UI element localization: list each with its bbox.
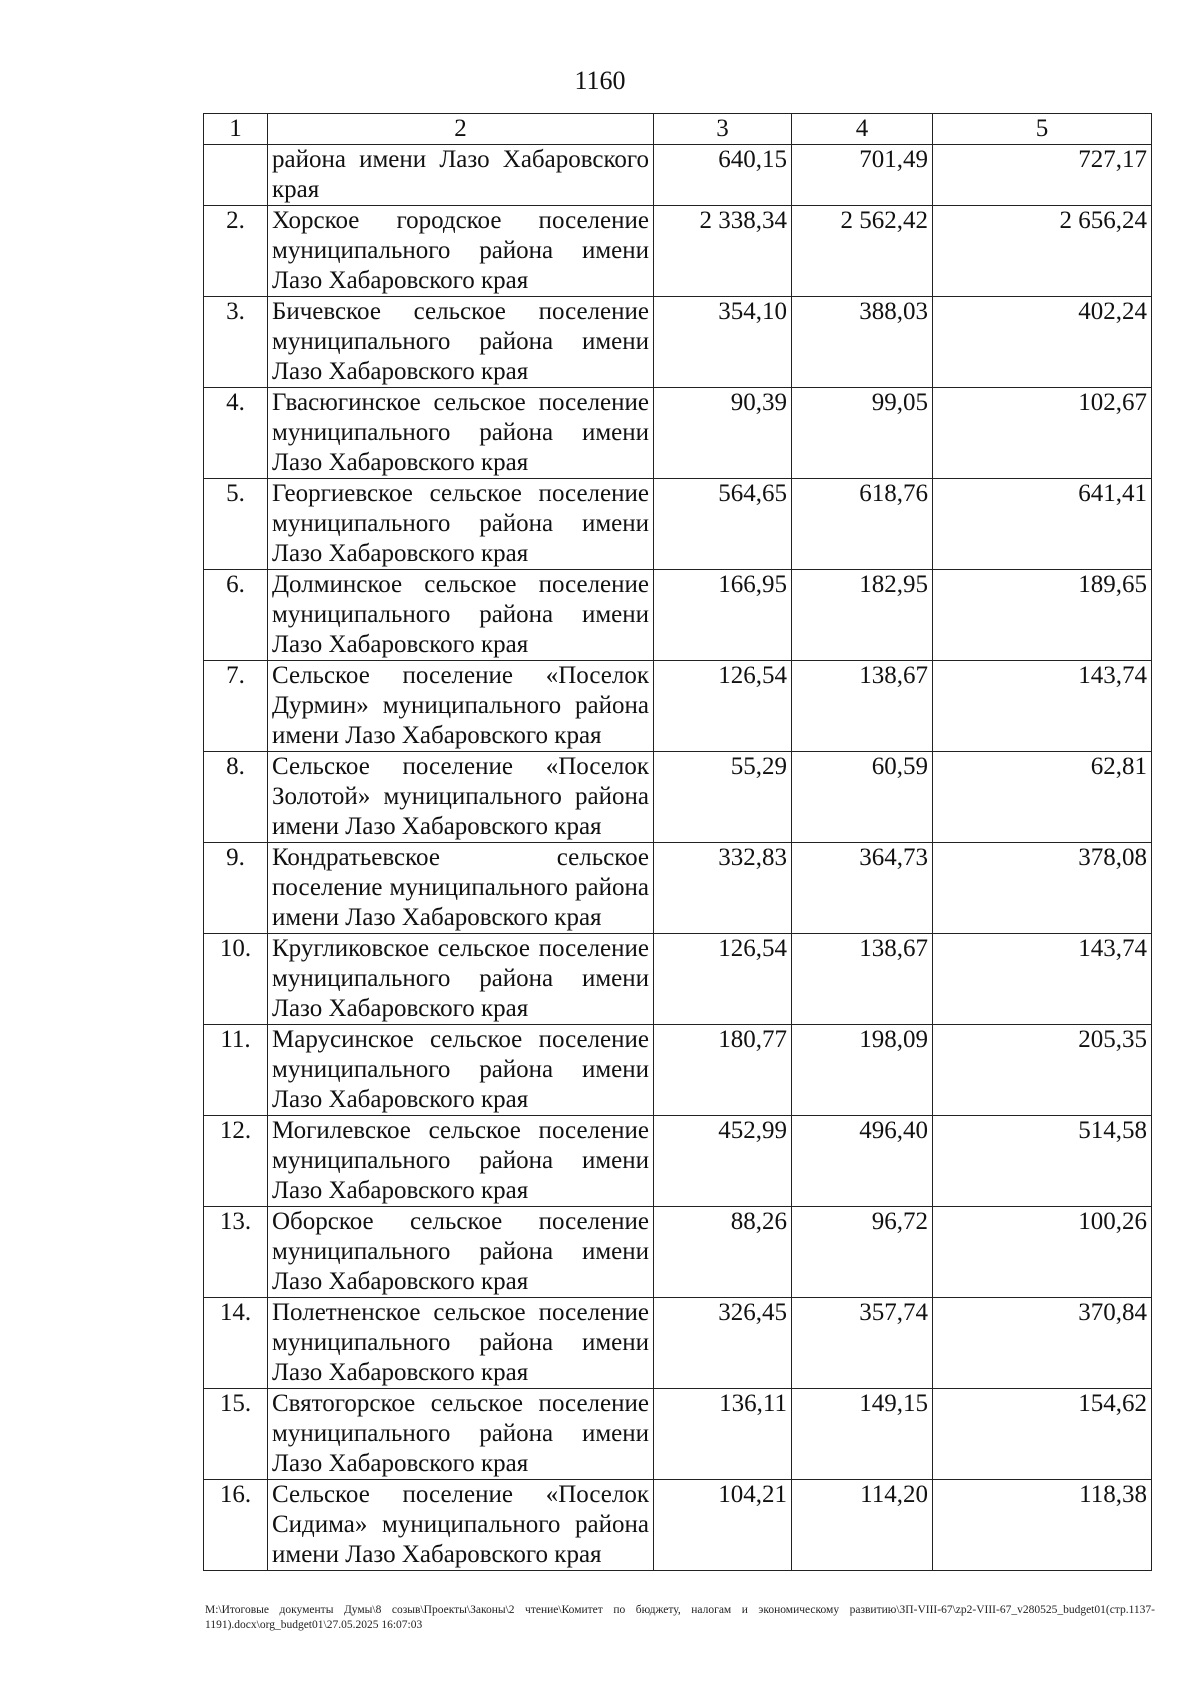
value-col-4: 138,67	[792, 934, 933, 1025]
settlement-name: Полетненское сельское поселение муниципального района имени Лазо Хабаровского края	[268, 1298, 654, 1389]
value-col-4: 96,72	[792, 1207, 933, 1298]
settlement-name: Могилевское сельское поселение муниципального района имени Лазо Хабаровского края	[268, 1116, 654, 1207]
value-col-4: 2 562,42	[792, 206, 933, 297]
value-col-5: 514,58	[933, 1116, 1152, 1207]
value-col-3: 640,15	[654, 145, 792, 206]
table-row	[204, 843, 1152, 934]
value-col-4: 496,40	[792, 1116, 933, 1207]
settlement-name: района имени Лазо Хабаровского края	[268, 145, 654, 206]
value-col-3: 180,77	[654, 1025, 792, 1116]
settlement-name: Хорское городское поселение муниципального района имени Лазо Хабаровского края	[268, 206, 654, 297]
row-number: 16.	[204, 1480, 268, 1571]
value-col-5: 100,26	[933, 1207, 1152, 1298]
row-number: 4.	[204, 388, 268, 479]
value-col-4: 198,09	[792, 1025, 933, 1116]
value-col-3: 55,29	[654, 752, 792, 843]
settlement-name: Марусинское сельское поселение муниципального района имени Лазо Хабаровского края	[268, 1025, 654, 1116]
value-col-3: 564,65	[654, 479, 792, 570]
settlement-name: Гвасюгинское сельское поселение муниципального района имени Лазо Хабаровского края	[268, 388, 654, 479]
value-col-4: 364,73	[792, 843, 933, 934]
settlement-name: Кондратьевское сельское поселение муниципального района имени Лазо Хабаровского края	[268, 843, 654, 934]
value-col-5: 641,41	[933, 479, 1152, 570]
row-number: 6.	[204, 570, 268, 661]
value-col-5: 102,67	[933, 388, 1152, 479]
budget-table	[203, 113, 1152, 1571]
value-col-5: 378,08	[933, 843, 1152, 934]
row-number: 15.	[204, 1389, 268, 1480]
value-col-4: 357,74	[792, 1298, 933, 1389]
table-row	[204, 570, 1152, 661]
table-body	[204, 145, 1152, 1571]
settlement-name: Долминское сельское поселение муниципального района имени Лазо Хабаровского края	[268, 570, 654, 661]
table-row	[204, 661, 1152, 752]
value-col-5: 2 656,24	[933, 206, 1152, 297]
row-number: 11.	[204, 1025, 268, 1116]
value-col-3: 2 338,34	[654, 206, 792, 297]
column-header: 3	[654, 114, 792, 145]
row-number: 9.	[204, 843, 268, 934]
page-number: 1160	[574, 66, 626, 95]
table-row	[204, 1025, 1152, 1116]
value-col-3: 104,21	[654, 1480, 792, 1571]
value-col-3: 126,54	[654, 934, 792, 1025]
value-col-5: 189,65	[933, 570, 1152, 661]
table-header-row	[204, 114, 1152, 145]
row-number: 7.	[204, 661, 268, 752]
value-col-3: 90,39	[654, 388, 792, 479]
table-row	[204, 388, 1152, 479]
value-col-5: 62,81	[933, 752, 1152, 843]
row-number: 12.	[204, 1116, 268, 1207]
settlement-name: Сельское поселение «Поселок Дурмин» муниципального района имени Лазо Хабаровского края	[268, 661, 654, 752]
value-col-4: 388,03	[792, 297, 933, 388]
value-col-4: 138,67	[792, 661, 933, 752]
settlement-name: Оборское сельское поселение муниципального района имени Лазо Хабаровского края	[268, 1207, 654, 1298]
value-col-3: 126,54	[654, 661, 792, 752]
row-number: 8.	[204, 752, 268, 843]
row-number: 13.	[204, 1207, 268, 1298]
table-row	[204, 145, 1152, 206]
value-col-5: 370,84	[933, 1298, 1152, 1389]
value-col-4: 114,20	[792, 1480, 933, 1571]
value-col-4: 99,05	[792, 388, 933, 479]
value-col-4: 618,76	[792, 479, 933, 570]
value-col-5: 205,35	[933, 1025, 1152, 1116]
value-col-4: 701,49	[792, 145, 933, 206]
settlement-name: Сельское поселение «Поселок Золотой» муниципального района имени Лазо Хабаровского края	[268, 752, 654, 843]
row-number: 3.	[204, 297, 268, 388]
settlement-name: Кругликовское сельское поселение муниципального района имени Лазо Хабаровского края	[268, 934, 654, 1025]
value-col-5: 143,74	[933, 934, 1152, 1025]
table-row	[204, 1207, 1152, 1298]
value-col-3: 332,83	[654, 843, 792, 934]
table-row	[204, 1389, 1152, 1480]
settlement-name: Святогорское сельское поселение муниципального района имени Лазо Хабаровского края	[268, 1389, 654, 1480]
document-path-footer: M:\Итоговые документы Думы\8 созыв\Проекты\Законы\2 чтение\Комитет по бюджету, налогам и экономическому развитию\ЗП-VIII-67\zp2-VIII-67_v280525_budget01(стр.1137-1191).docx\org_budget01\27.05.2025 16:07:03	[205, 1604, 1155, 1631]
value-col-5: 154,62	[933, 1389, 1152, 1480]
settlement-name: Сельское поселение «Поселок Сидима» муниципального района имени Лазо Хабаровского края	[268, 1480, 654, 1571]
value-col-5: 143,74	[933, 661, 1152, 752]
row-number: 2.	[204, 206, 268, 297]
value-col-5: 118,38	[933, 1480, 1152, 1571]
table-row	[204, 479, 1152, 570]
row-number: 10.	[204, 934, 268, 1025]
table-row	[204, 297, 1152, 388]
row-number	[204, 145, 268, 206]
value-col-3: 88,26	[654, 1207, 792, 1298]
column-header: 2	[268, 114, 654, 145]
table-row	[204, 1298, 1152, 1389]
column-header: 1	[204, 114, 268, 145]
row-number: 14.	[204, 1298, 268, 1389]
value-col-3: 166,95	[654, 570, 792, 661]
table-row	[204, 934, 1152, 1025]
value-col-4: 149,15	[792, 1389, 933, 1480]
value-col-3: 452,99	[654, 1116, 792, 1207]
column-header: 4	[792, 114, 933, 145]
settlement-name: Бичевское сельское поселение муниципального района имени Лазо Хабаровского края	[268, 297, 654, 388]
value-col-3: 354,10	[654, 297, 792, 388]
value-col-5: 727,17	[933, 145, 1152, 206]
column-header: 5	[933, 114, 1152, 145]
value-col-4: 60,59	[792, 752, 933, 843]
table-row	[204, 1480, 1152, 1571]
table-row	[204, 752, 1152, 843]
value-col-3: 326,45	[654, 1298, 792, 1389]
row-number: 5.	[204, 479, 268, 570]
table-row	[204, 1116, 1152, 1207]
value-col-3: 136,11	[654, 1389, 792, 1480]
value-col-4: 182,95	[792, 570, 933, 661]
value-col-5: 402,24	[933, 297, 1152, 388]
settlement-name: Георгиевское сельское поселение муниципального района имени Лазо Хабаровского края	[268, 479, 654, 570]
table-row	[204, 206, 1152, 297]
